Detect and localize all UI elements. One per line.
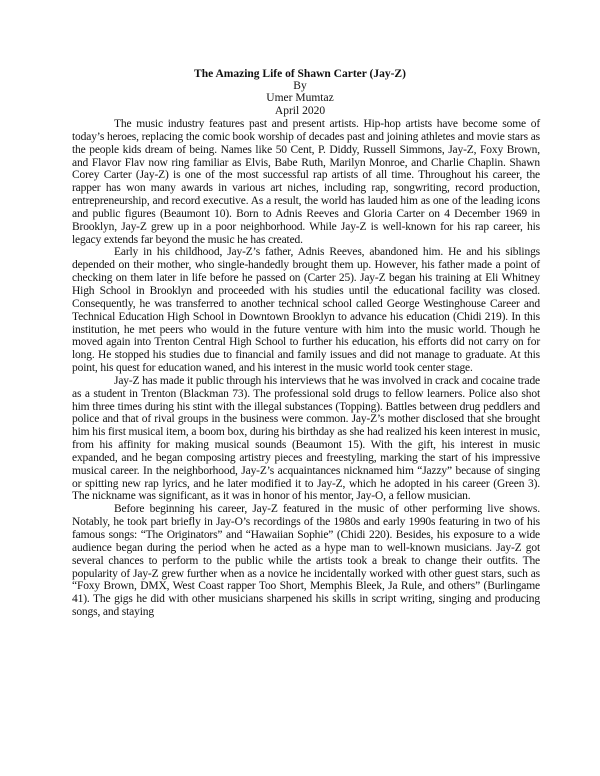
paragraph: Early in his childhood, Jay-Z’s father, Adnis Reeves, abandoned him. He and his siblings depended on their mother, who single-handedly brought them up. However, his father made a point of checking on them later in life before he passed on (Carter 25). Jay-Z began his training at Eli Whitney High School in Brooklyn and proceeded with his studies until the educational facility was closed. Consequently, he was transferred to another technical school called George Westinghouse Career and Technical Education High School in Downtown Brooklyn to advance his education (Chidi 219). In this institution, he met peers who would in the future venture with him into the music world. Though he moved again into Trenton Central High School to further his education, his efforts did not carry on for long. He stopped his studies due to financial and family issues and did not manage to graduate. At this point, his quest for education waned, and his interest in the music world took center stage.	[72, 246, 540, 375]
document-date: April 2020	[274, 104, 326, 117]
paragraph: Before beginning his career, Jay-Z featured in the music of other performing live shows. Notably, he took part briefly in Jay-O’s recordings of the 1980s and early 1990s featuring in two of his famous songs: “The Originators” and “Hawaiian Sophie” (Chidi 220). Besides, his exposure to a wide audience began during the period when he acted as a hype man to well-known musicians. Jay-Z got several chances to perform to the public while the artists took a break to change their outfits. The popularity of Jay-Z grew further when as a novice he incidentally worked with other guest stars, such as “Foxy Brown, DMX, West Coast rapper Too Short, Memphis Bleek, Ja Rule, and others” (Burlingame 41). The gigs he did with other musicians sharpened his skills in script writing, singing and producing songs, and staying	[72, 503, 540, 619]
author-name: Umer Mumtaz	[266, 92, 334, 105]
paragraph: The music industry features past and present artists. Hip-hop artists have become some of today’s heroes, replacing the comic book worship of decades past and joining athletes and movie stars as the people kids dream of being. Names like 50 Cent, P. Diddy, Russell Simmons, Jay-Z, Foxy Brown, and Flavor Flav now ring familiar as Elvis, Babe Ruth, Marilyn Monroe, and Charlie Chaplin. Shawn Corey Carter (Jay-Z) is one of the most successful rap artists of all time. Throughout his career, the rapper has won many awards in various art niches, including rap, songwriting, record production, entrepreneurship, and record executive. As a result, the world has lauded him as one of the leading icons and public figures (Beaumont 10). Born to Adnis Reeves and Gloria Carter on 4 December 1969 in Brooklyn, Jay-Z grew up in a poor neighborhood. While Jay-Z is well-known for his rap career, his legacy extends far beyond the music he has created.	[72, 118, 540, 246]
paragraph: Jay-Z has made it public through his interviews that he was involved in crack and cocaine trade as a student in Trenton (Blackman 73). The professional sold drugs to fellow learners. Police also shot him three times during his stint with the illegal substances (Topping). Battles between drug peddlers and police and that of rival groups in the business were common. Jay-Z’s mother disclosed that she brought him his first musical item, a boom box, during his birthday as she had realized his keen interest in music, from his affinity for making musical sounds (Beaumont 15). With the gift, his interest in music expanded, and he began composing artistry pieces and freestyling, marking the start of his impressive musical career. In the neighborhood, Jay-Z’s acquaintances nicknamed him “Jazzy” because of singing or spitting new rap lyrics, and he later modified it to Jay-Z, which he adopted in his career (Green 3). The nickname was significant, as it was in honor of his mentor, Jay-O, a fellow musician.	[72, 374, 540, 503]
document-body	[72, 118, 540, 619]
byline-label: By	[293, 80, 307, 93]
document-title: The Amazing Life of Shawn Carter (Jay-Z)	[194, 68, 406, 80]
document-header	[0, 68, 600, 117]
